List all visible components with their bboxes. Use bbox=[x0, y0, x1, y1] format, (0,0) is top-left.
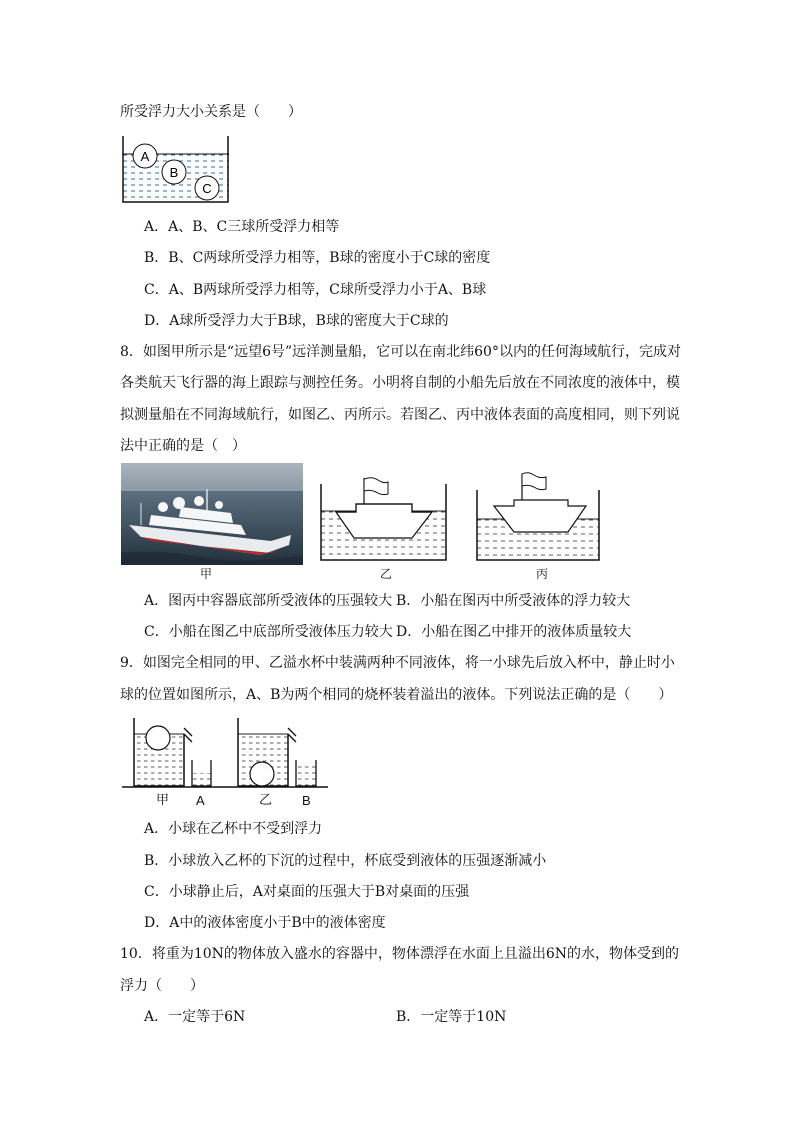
q9-overflow-cups-figure bbox=[122, 716, 332, 790]
q8-figure-bing bbox=[476, 468, 604, 564]
q8-option-d[interactable]: D．小船在图乙中排开的液体质量较大 bbox=[396, 624, 632, 640]
q8-line-2: 各类航天飞行器的海上跟踪与测控任务。小明将自制的小船先后放在不同浓度的液体中，模 bbox=[120, 375, 680, 391]
q7-option-a[interactable]: A．A、B、C三球所受浮力相等 bbox=[144, 219, 340, 235]
q9-line-2: 球的位置如图所示，A、B为两个相同的烧杯装着溢出的液体。下列说法正确的是（ ） bbox=[120, 687, 673, 703]
q8-figure-yi bbox=[320, 474, 448, 564]
q8-line-3: 拟测量船在不同海域航行，如图乙、丙所示。若图乙、丙中液体表面的高度相同，则下列说 bbox=[120, 407, 680, 423]
q8-option-b[interactable]: B．小船在图丙中所受液体的浮力较大 bbox=[396, 593, 631, 609]
q8-caption-jia: 甲 bbox=[200, 567, 213, 581]
q10-option-a[interactable]: A．一定等于6N bbox=[144, 1009, 246, 1025]
q7-option-b[interactable]: B．B、C两球所受浮力相等，B球的密度小于C球的密度 bbox=[144, 250, 491, 266]
q9-line-1: 9．如图完全相同的甲、乙溢水杯中装满两种不同液体，将一小球先后放入杯中，静止时小 bbox=[120, 655, 675, 671]
q7-option-c[interactable]: C．A、B两球所受浮力相等，C球所受浮力小于A、B球 bbox=[144, 282, 487, 298]
q7-container-figure bbox=[122, 134, 232, 204]
q10-line-1: 10．将重为10N的物体放入盛水的容器中，物体漂浮在水面上且溢出6N的水，物体受到的 bbox=[120, 946, 680, 962]
q8-option-c[interactable]: C．小船在图乙中底部所受液体压力较大 bbox=[144, 624, 393, 640]
q9-option-b[interactable]: B．小球放入乙杯的下沉的过程中，杯底受到液体的压强逐渐减小 bbox=[144, 853, 547, 869]
q10-line-2: 浮力（ ） bbox=[120, 978, 204, 994]
q8-caption-yi: 乙 bbox=[380, 567, 393, 581]
q7-stem-tail: 所受浮力大小关系是（ ） bbox=[120, 104, 302, 120]
q9-caption-b: B bbox=[302, 793, 311, 808]
q9-caption-yi: 乙 bbox=[259, 793, 273, 808]
ball-a-label: A bbox=[140, 149, 150, 164]
q9-option-d[interactable]: D．A中的液体密度小于B中的液体密度 bbox=[144, 915, 386, 931]
q9-option-a[interactable]: A．小球在乙杯中不受到浮力 bbox=[144, 821, 323, 837]
q10-option-b[interactable]: B．一定等于10N bbox=[396, 1009, 507, 1025]
q9-caption-a: A bbox=[196, 793, 205, 808]
q8-option-a[interactable]: A．图丙中容器底部所受液体的压强较大 bbox=[144, 593, 393, 609]
ball-c-label: C bbox=[202, 181, 212, 196]
q8-caption-bing: 丙 bbox=[536, 567, 549, 581]
q9-caption-jia: 甲 bbox=[156, 793, 170, 808]
q8-line-1: 8．如图甲所示是“远望6号”远洋测量船，它可以在南北纬60°以内的任何海域航行，完成对 bbox=[120, 344, 681, 360]
q8-line-4: 法中正确的是（ ） bbox=[120, 438, 246, 454]
ship-photo bbox=[121, 463, 303, 565]
ball-b-label: B bbox=[169, 165, 179, 180]
q9-option-c[interactable]: C．小球静止后，A对桌面的压强大于B对桌面的压强 bbox=[144, 884, 470, 900]
q7-option-d[interactable]: D．A球所受浮力大于B球，B球的密度大于C球的 bbox=[144, 313, 449, 329]
